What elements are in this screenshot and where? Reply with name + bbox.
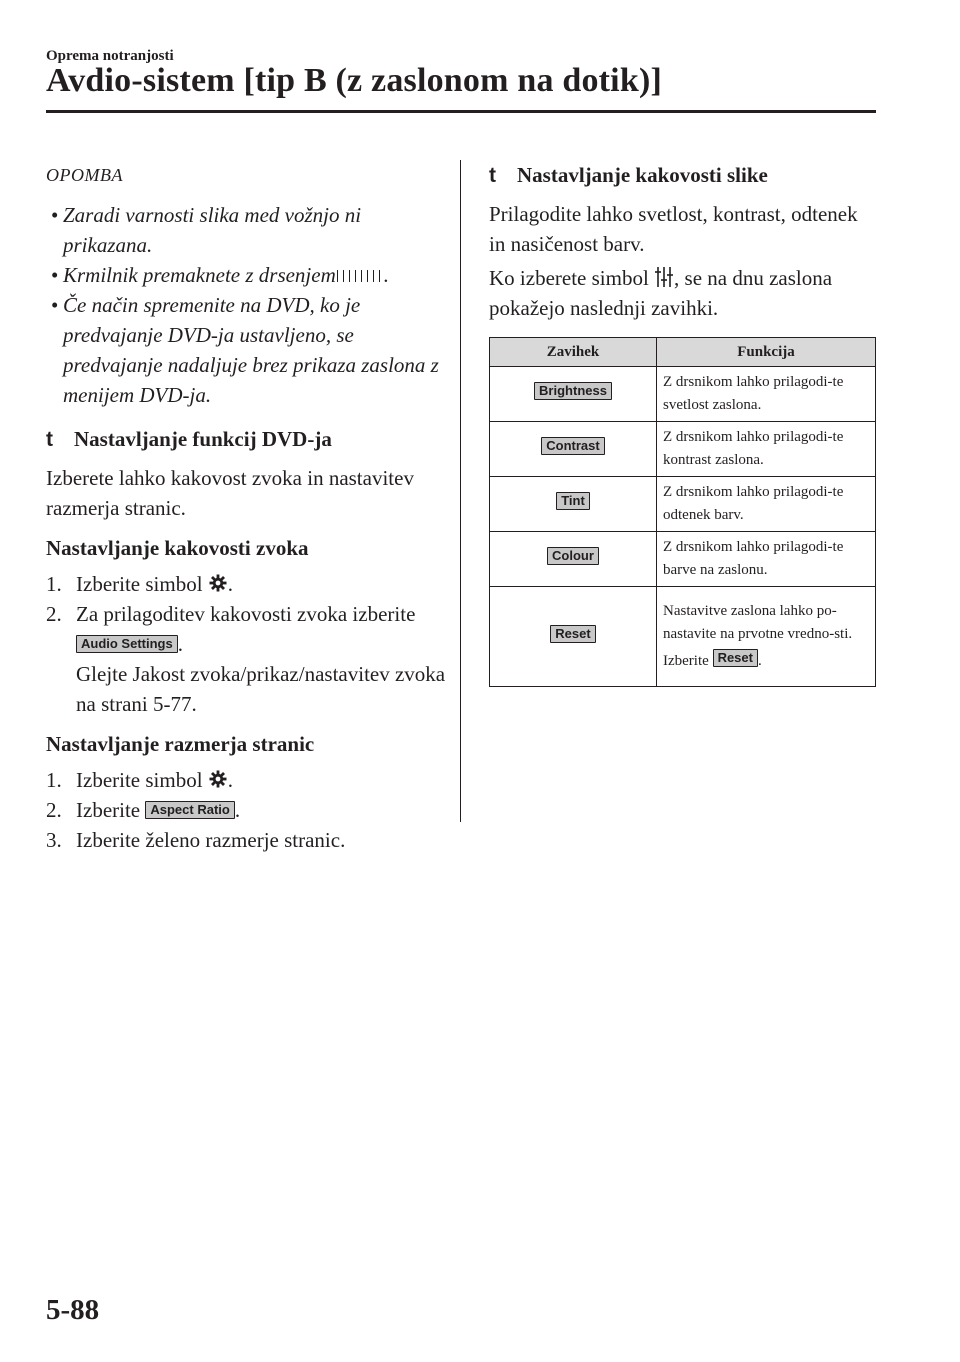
table-row <box>490 587 876 687</box>
step-end: . <box>227 572 234 596</box>
bullet: • <box>51 203 59 227</box>
step-end: . <box>234 798 241 822</box>
table-row <box>490 532 876 587</box>
table-header-function: Funkcija <box>657 338 876 367</box>
step-item <box>46 569 446 599</box>
colour-tab-button[interactable]: Colour <box>547 547 599 565</box>
step-text: Izberite simbol <box>76 572 203 596</box>
step-number: 3. <box>46 828 62 852</box>
page-title: Avdio-sistem [tip B (z zaslonom na dotik)] <box>46 62 662 99</box>
step-text: Izberite <box>76 798 141 822</box>
note-item <box>46 290 446 410</box>
note-title: OPOMBA <box>46 165 123 185</box>
table-cell-function: Z drsnikom lahko prilagodi-te svetlost zaslona. <box>657 367 876 422</box>
aspect-ratio-heading: Nastavljanje razmerja stranic <box>46 732 315 756</box>
intro-text-end: , se na dnu zaslona pokažejo naslednji zavihki. <box>489 266 833 320</box>
step-item <box>46 795 446 825</box>
intro-text: Ko izberete simbol <box>489 266 649 290</box>
gear-icon <box>208 769 228 789</box>
page-number: 5-88 <box>46 1294 100 1326</box>
tabs-table <box>489 337 876 687</box>
aspect-steps <box>46 765 446 855</box>
table-cell-function: Z drsnikom lahko prilagodi-te kontrast zaslona. <box>657 422 876 477</box>
table-cell-tab <box>490 477 657 532</box>
gear-icon <box>208 573 228 593</box>
tint-tab-button[interactable]: Tint <box>556 492 590 510</box>
note-text: Zaradi varnosti slika med vožnjo ni prikazana. <box>63 203 362 257</box>
table-cell-function <box>657 587 876 687</box>
left-column <box>46 160 446 855</box>
image-section-title: Nastavljanje kakovosti slike <box>517 163 768 187</box>
step-number: 1. <box>46 572 62 596</box>
note-text: Če način spremenite na DVD, ko je predvajanje DVD-ja ustavljeno, se predvajanje nadaljuje brez prikaza zaslona z menijem DVD-ja. <box>63 293 439 407</box>
table-cell-function: Z drsnikom lahko prilagodi-te odtenek barv. <box>657 477 876 532</box>
step-number: 2. <box>46 602 62 626</box>
bullet: • <box>51 263 59 287</box>
dvd-section-heading <box>46 424 446 455</box>
function-action-end: . <box>757 653 762 669</box>
aspect-ratio-button[interactable]: Aspect Ratio <box>145 801 234 819</box>
note-item <box>46 200 446 260</box>
table-row <box>490 367 876 422</box>
section-marker: t <box>489 164 496 187</box>
table-cell-tab <box>490 587 657 687</box>
function-action <box>663 649 869 673</box>
step-end: . <box>177 632 183 656</box>
image-section-heading <box>489 160 877 191</box>
table-row <box>490 422 876 477</box>
column-divider <box>460 160 461 822</box>
image-intro-2 <box>489 263 877 323</box>
step-item <box>46 825 446 855</box>
note-text: Krmilnik premaknete z drsenjem <box>63 263 336 287</box>
step-number: 1. <box>46 768 62 792</box>
note-text-end: . <box>383 263 390 287</box>
step-reference: Glejte Jakost zvoka/prikaz/nastavitev zvoka na strani 5-77. <box>76 662 446 716</box>
step-number: 2. <box>46 798 62 822</box>
audio-settings-button[interactable]: Audio Settings <box>76 635 178 653</box>
table-cell-function: Z drsnikom lahko prilagodi-te barve na zaslonu. <box>657 532 876 587</box>
dvd-section-title: Nastavljanje funkcij DVD-ja <box>74 427 332 451</box>
reset-button[interactable]: Reset <box>713 649 758 667</box>
table-cell-tab <box>490 367 657 422</box>
step-end: . <box>227 768 234 792</box>
note-item <box>46 260 446 290</box>
reset-tab-button[interactable]: Reset <box>550 625 595 643</box>
step-item <box>46 765 446 795</box>
step-item <box>46 599 446 719</box>
bullet: • <box>51 293 59 317</box>
step-text: Izberite želeno razmerje stranic. <box>76 828 346 852</box>
step-text: Izberite simbol <box>76 768 203 792</box>
equalizer-icon <box>654 266 674 288</box>
function-action-text: Izberite <box>663 653 709 669</box>
contrast-tab-button[interactable]: Contrast <box>541 437 604 455</box>
table-header-tab: Zavihek <box>490 338 657 367</box>
brightness-tab-button[interactable]: Brightness <box>534 382 612 400</box>
table-row <box>490 477 876 532</box>
table-cell-tab <box>490 422 657 477</box>
sound-steps <box>46 569 446 719</box>
section-label: Oprema notranjosti <box>46 48 174 64</box>
dvd-intro: Izberete lahko kakovost zvoka in nastavitev razmerja stranic. <box>46 466 414 520</box>
slider-icon <box>337 270 383 282</box>
image-intro: Prilagodite lahko svetlost, kontrast, odtenek in nasičenost barv. <box>489 202 858 256</box>
note-list <box>46 200 446 410</box>
section-marker: t <box>46 428 53 451</box>
step-text: Za prilagoditev kakovosti zvoka izberite <box>76 602 416 626</box>
title-rule <box>46 110 876 113</box>
table-cell-tab <box>490 532 657 587</box>
sound-quality-heading: Nastavljanje kakovosti zvoka <box>46 536 309 560</box>
function-text: Nastavitve zaslona lahko po-nastavite na prvotne vredno-sti. <box>663 603 853 642</box>
right-column <box>489 160 877 687</box>
